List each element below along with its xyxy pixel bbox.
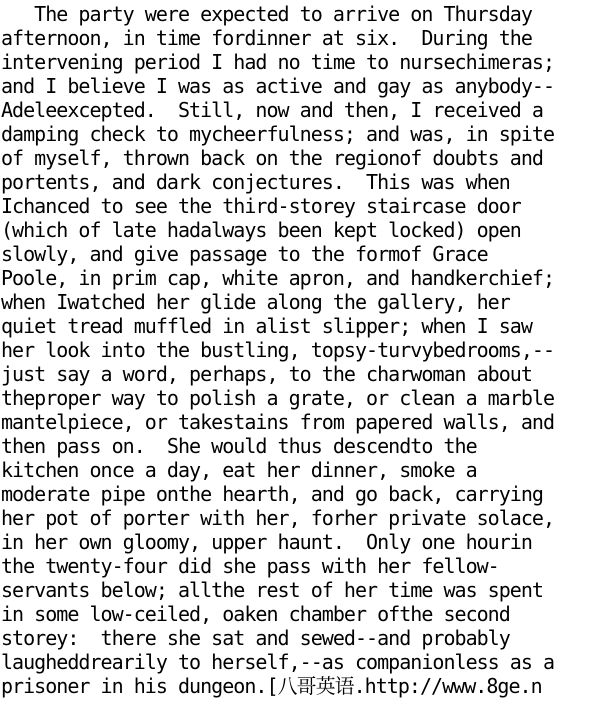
passage-line: moderate pipe onthe hearth, and go back, carrying xyxy=(1,482,543,506)
passage-line: theproper way to polish a grate, or clean a marble xyxy=(1,386,555,410)
passage-line: just say a word, perhaps, to the charwoman about xyxy=(1,362,532,386)
passage-line-source: prisoner in his dungeon.[八哥英语.http://www.8ge.n xyxy=(1,674,542,698)
passage-line: damping check to mycheerfulness; and was, in spite xyxy=(1,122,555,146)
passage-line: in her own gloomy, upper haunt. Only one hourin xyxy=(1,530,532,554)
passage-line: when Iwatched her glide along the gallery, her xyxy=(1,290,510,314)
passage-line: kitchen once a day, eat her dinner, smoke a xyxy=(1,458,477,482)
passage-line: her pot of porter with her, forher private solace, xyxy=(1,506,555,530)
passage-line: her look into the bustling, topsy-turvybedrooms,-- xyxy=(1,338,555,362)
passage-text xyxy=(1,2,600,698)
passage-line: The party were expected to arrive on Thursday xyxy=(1,2,532,26)
passage-line: (which of late hadalways been kept locked) open xyxy=(1,218,521,242)
passage-line: in some low-ceiled, oaken chamber ofthe second xyxy=(1,602,510,626)
passage-line: slowly, and give passage to the formof Grace xyxy=(1,242,488,266)
passage-line: intervening period I had no time to nursechimeras; xyxy=(1,50,555,74)
passage-line: Ichanced to see the third-storey staircase door xyxy=(1,194,521,218)
passage-line: afternoon, in time fordinner at six. During the xyxy=(1,26,532,50)
passage-line: portents, and dark conjectures. This was when xyxy=(1,170,510,194)
passage-line: storey: there she sat and sewed--and probably xyxy=(1,626,510,650)
passage-line: Poole, in prim cap, white apron, and handkerchief; xyxy=(1,266,555,290)
passage-line: then pass on. She would thus descendto the xyxy=(1,434,477,458)
passage-line: and I believe I was as active and gay as anybody-- xyxy=(1,74,555,98)
passage-line: of myself, thrown back on the regionof doubts and xyxy=(1,146,543,170)
passage-line: quiet tread muffled in alist slipper; when I saw xyxy=(1,314,532,338)
passage-line: the twenty-four did she pass with her fellow- xyxy=(1,554,499,578)
passage-line: mantelpiece, or takestains from papered walls, and xyxy=(1,410,555,434)
passage-line: Adeleexcepted. Still, now and then, I received a xyxy=(1,98,543,122)
passage-line: servants below; allthe rest of her time was spent xyxy=(1,578,543,602)
passage-line: laugheddrearily to herself,--as companionless as a xyxy=(1,650,555,674)
